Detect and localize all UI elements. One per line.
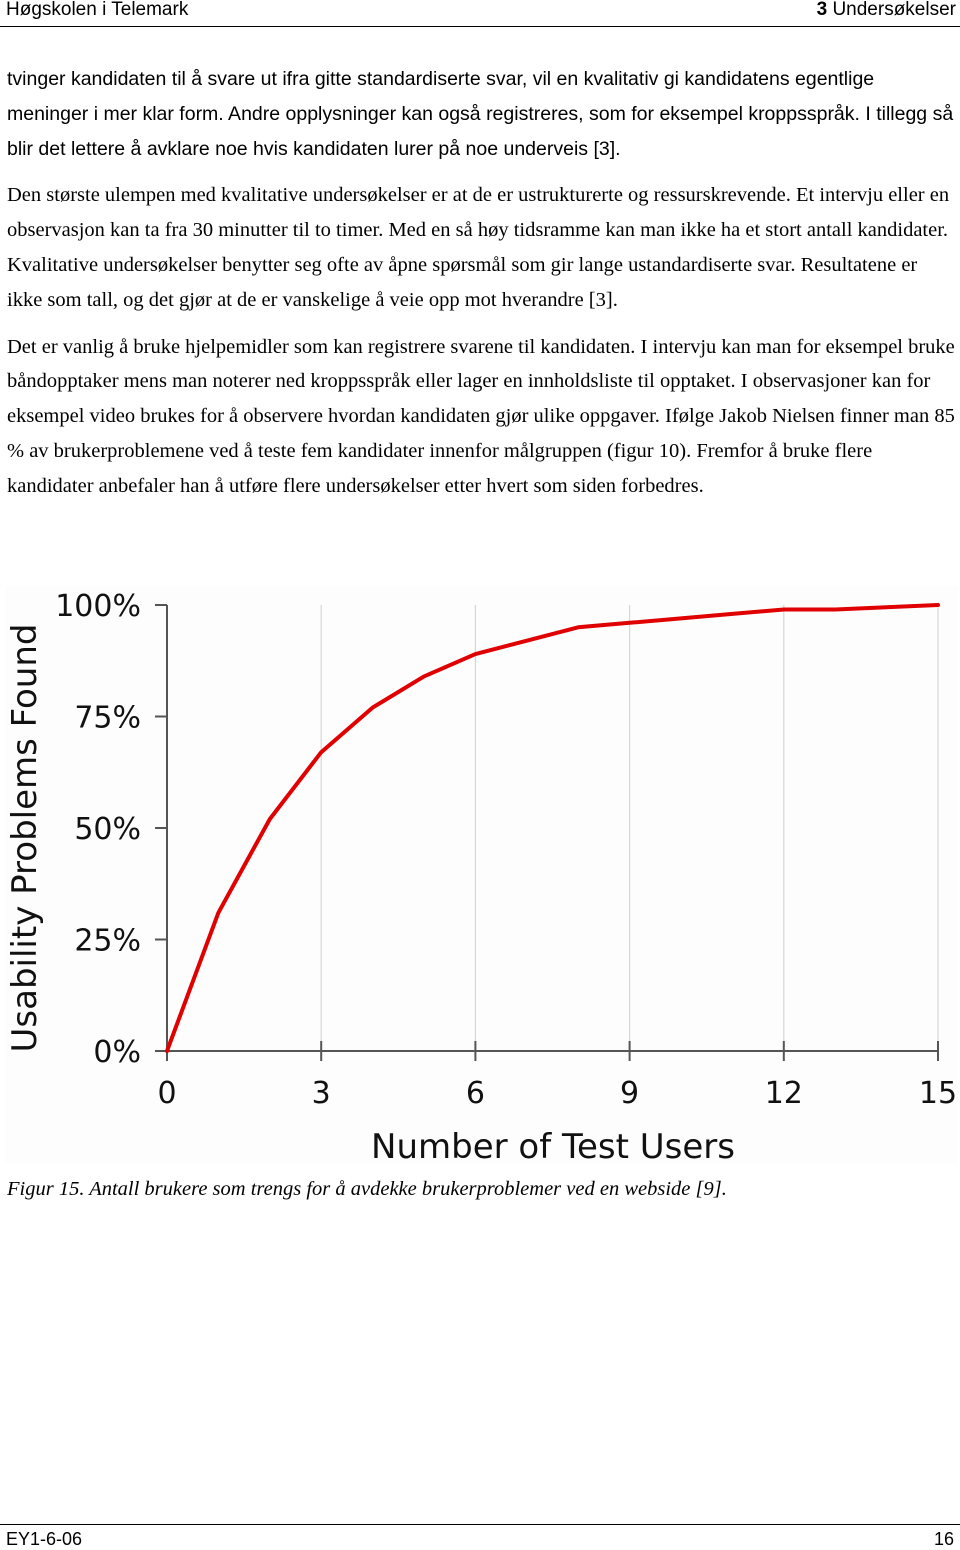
paragraph-3: Det er vanlig å bruke hjelpemidler som kan registrere svarene til kandidaten. I intervju kan man for eksempel bruke båndopptaker mens man noterer ned kroppsspråk eller lager en innholdsliste til opptaket. I observasjoner kan for eksempel video brukes for å observere hvordan kandidaten gjør ulike oppgaver. Ifølge Jakob Nielsen finner man 85 % av brukerproblemene ved å teste fem kandidater innenfor målgruppen (figur 10). Fremfor å bruke flere kandidater anbefaler han å utføre flere undersøkelser etter hvert som siden forbedres. — [7, 335, 955, 497]
y-tick-label: 75% — [74, 700, 141, 736]
x-axis-title: Number of Test Users — [371, 1127, 735, 1164]
y-tick-label: 0% — [93, 1035, 141, 1070]
paragraph-2: Den største ulempen med kvalitative undersøkelser er at de er ustrukturerte og ressurskrevende. Et intervju eller en observasjon kan ta fra 30 minutter til to timer. Med en så høy tidsramme kan man ikke ha et stort antall kandidater. Kvalitative undersøkelser benytter seg ofte av åpne spørsmål som gir lange ustandardiserte svar. Resultatene er ikke som tall, og det gjør at de er vanskelige å veie opp mot hverandre [3]. — [7, 184, 950, 311]
page-header — [0, 0, 960, 27]
x-tick-label: 9 — [620, 1076, 640, 1111]
page-footer — [0, 1524, 960, 1550]
y-tick-label: 100% — [55, 589, 141, 624]
header-institution: Høgskolen i Telemark — [6, 0, 189, 20]
y-axis-title: Usability Problems Found — [5, 623, 45, 1053]
header-chapter-number: 3 — [816, 0, 828, 20]
figure-chart — [0, 586, 960, 1164]
x-tick-label: 6 — [465, 1076, 485, 1111]
body-text — [7, 62, 955, 516]
page-number: 16 — [933, 1529, 954, 1549]
chart-svg — [0, 586, 960, 1164]
x-tick-label: 0 — [157, 1076, 177, 1111]
footer-doc-id: EY1-6-06 — [6, 1529, 83, 1549]
x-tick-label: 15 — [918, 1076, 958, 1111]
header-chapter-title: Undersøkelser — [832, 0, 956, 20]
x-tick-label: 3 — [311, 1076, 331, 1111]
figure-caption: Figur 15. Antall brukere som trengs for å avdekke brukerproblemer ved en webside [9]. — [7, 1178, 727, 1200]
header-chapter — [817, 0, 956, 20]
x-tick-label: 12 — [764, 1076, 803, 1111]
paragraph-1: tvinger kandidaten til å svare ut ifra gitte standardiserte svar, vil en kvalitativ gi kandidatens egentlige meninger i mer klar form. Andre opplysninger kan også registreres, som for eksempel kroppsspråk. I tillegg så blir det lettere å avklare noe hvis kandidaten lurer på noe underveis [3]. — [7, 68, 954, 160]
y-tick-label: 50% — [74, 812, 141, 847]
y-tick-label: 25% — [74, 923, 141, 959]
